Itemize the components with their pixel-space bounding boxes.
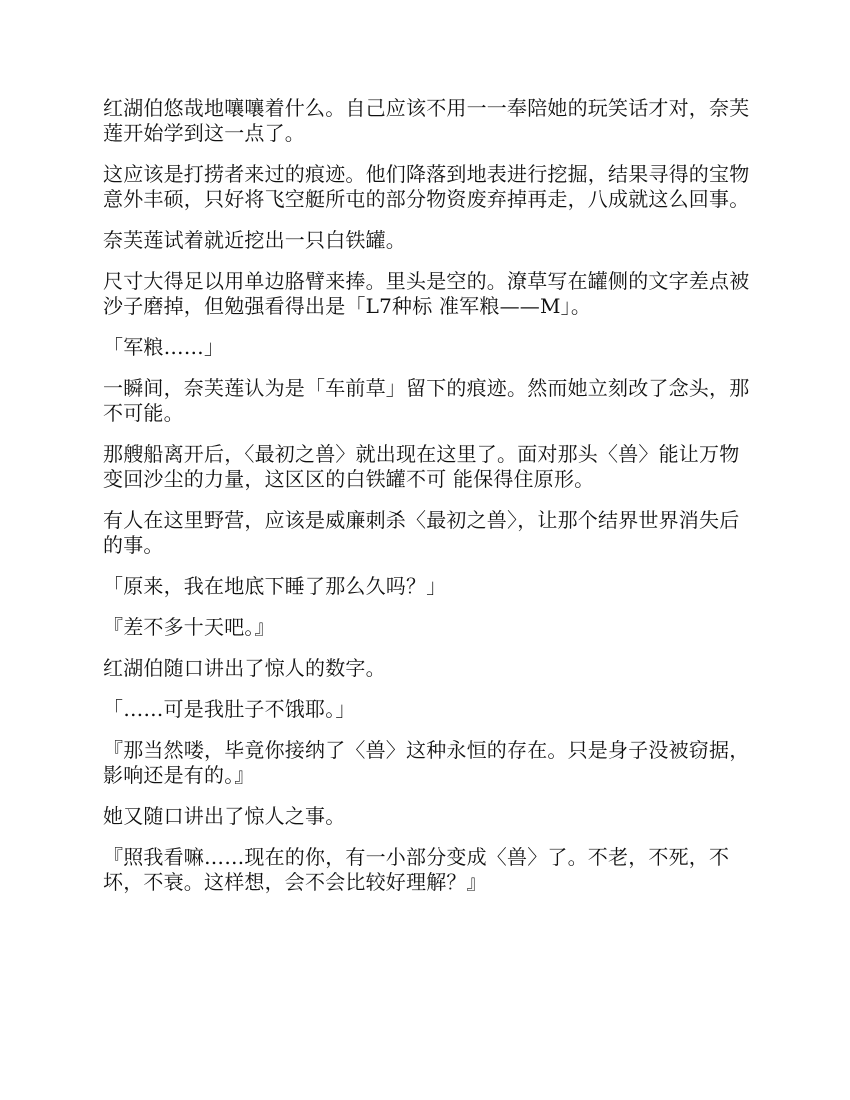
paragraph: 红湖伯悠哉地嚷嚷着什么。自己应该不用一一奉陪她的玩笑话才对，奈芙莲开始学到这一点了。	[103, 96, 750, 145]
paragraph: 『差不多十天吧。』	[103, 615, 275, 639]
paragraph: 她又随口讲出了惊人之事。	[103, 804, 346, 828]
paragraph: 有人在这里野营，应该是威廉刺杀〈最初之兽〉，让那个结界世界消失后的事。	[103, 508, 740, 557]
paragraph: 「军粮……」	[103, 335, 225, 359]
paragraph: 一瞬间，奈芙莲认为是「车前草」留下的痕迹。然而她立刻改了念头，那不可能。	[103, 376, 750, 425]
paragraph: 「原来，我在地底下睡了那么久吗？」	[103, 574, 447, 598]
paragraph: 『照我看嘛……现在的你，有一小部分变成〈兽〉了。不老，不死，不坏，不衰。这样想，会不会比较好理解？』	[103, 845, 730, 894]
paragraph: 红湖伯随口讲出了惊人的数字。	[103, 656, 386, 680]
paragraph: 那艘船离开后，〈最初之兽〉就出现在这里了。面对那头〈兽〉能让万物变回沙尘的力量，这区区的白铁罐不可 能保得住原形。	[103, 442, 740, 491]
document-page	[103, 96, 753, 911]
paragraph: 尺寸大得足以用单边胳臂来捧。里头是空的。潦草写在罐侧的文字差点被沙子磨掉，但勉强看得出是「L7种标 准军粮——M」。	[103, 269, 750, 318]
paragraph: 「……可是我肚子不饿耶。」	[103, 697, 356, 721]
paragraph: 『那当然喽，毕竟你接纳了〈兽〉这种永恒的存在。只是身子没被窃据，影响还是有的。』	[103, 738, 750, 787]
paragraph: 这应该是打捞者来过的痕迹。他们降落到地表进行挖掘，结果寻得的宝物意外丰硕，只好将飞空艇所屯的部分物资废弃掉再走，八成就这么回事。	[103, 162, 750, 211]
paragraph: 奈芙莲试着就近挖出一只白铁罐。	[103, 228, 406, 252]
